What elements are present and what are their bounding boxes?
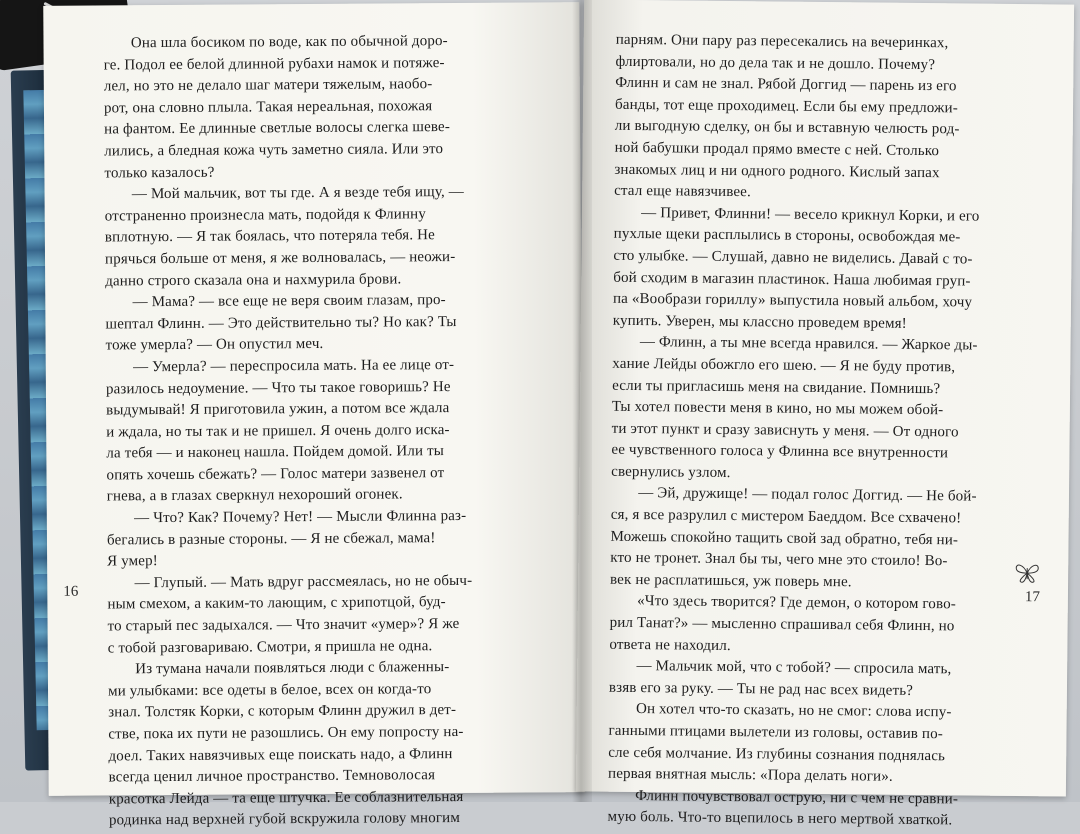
text-line: сле себя молчание. Из глубины сознания поднялась: [608, 742, 1040, 768]
text-line: то старый пес задыхался. — Что значит «умер»? Я же: [108, 613, 538, 638]
text-line: флиртовали, но до дела так и не дошло. Почему?: [615, 51, 1047, 77]
text-line: банды, тот еще проходимец. Если бы ему предложи-: [615, 95, 1047, 121]
text-line: Флинн почувствовал острую, ни с чем не сравни-: [608, 786, 1040, 812]
text-line: ся, я все разрулил с мистером Баеддом. Все схвачено!: [611, 505, 1043, 531]
left-page: [43, 2, 585, 796]
text-line: и ждала, но ты так и не пришел. Я очень долго иска-: [106, 419, 536, 444]
text-line: кто не тронет. Знал бы ты, чего мне это стоило! Во-: [610, 548, 1042, 574]
text-line: бой сходим в магазин пластинок. Наша любимая груп-: [613, 267, 1045, 293]
text-line: — Привет, Флинни! — весело крикнул Корки, и его: [614, 203, 1046, 229]
text-line: ла тебя — и наконец нашла. Пойдем домой. Или ты: [106, 441, 536, 466]
butterfly-icon: [1014, 562, 1040, 584]
text-line: ми улыбками: все одеты в белое, всех он когда-то: [108, 678, 538, 703]
text-line: рот, она словно плыла. Такая нереальная, похожая: [104, 95, 534, 120]
text-line: доел. Таких навязчивых еще поискать надо, а Флинн: [108, 743, 538, 768]
left-page-text: [103, 30, 539, 832]
text-line: красотка Лейда — та еще штучка. Ее соблазнительная: [109, 786, 539, 811]
text-line: прячься больше от меня, я же волновалась, — неожи-: [105, 246, 535, 271]
text-line: шептал Флинн. — Это действительно ты? Но как? Ты: [105, 311, 535, 336]
text-line: рил Танат?» — мысленно спрашивал себя Флинн, но: [610, 613, 1042, 639]
text-line: Я умер!: [107, 549, 537, 574]
text-line: — Мой мальчик, вот ты где. А я везде тебя ищу, —: [104, 182, 534, 207]
right-page: [576, 0, 1074, 797]
left-page-number: 16: [63, 584, 78, 601]
text-line: сто улыбке. — Слушай, давно не виделись. Давай с то-: [613, 246, 1045, 272]
text-line: ее чувственного голоса у Флинна все внутренности: [611, 440, 1043, 466]
text-line: Она шла босиком по воде, как по обычной доро-: [103, 30, 533, 55]
text-line: ным смехом, а каким-то лающим, с хрипотцой, буд-: [107, 592, 537, 617]
text-line: — Глупый. — Мать вдруг рассмеялась, но не обыч-: [107, 570, 537, 595]
text-line: стал еще навязчивее.: [614, 181, 1046, 207]
text-line: Флинн и сам не знал. Рябой Доггид — парень из его: [615, 73, 1047, 99]
text-line: тоже умерла? — Он опустил меч.: [106, 333, 536, 358]
text-line: — Мама? — все еще не веря своим глазам, про-: [105, 290, 535, 315]
text-line: хание Лейды обожгло его шею. — Я не буду против,: [612, 354, 1044, 380]
text-line: купить. Уверен, мы классно проведем время!: [613, 310, 1045, 336]
text-line: разилось недоумение. — Что ты такое говоришь? Не: [106, 376, 536, 401]
text-line: Можешь спокойно тащить свой зад обратно, тебя ни-: [610, 526, 1042, 552]
text-line: ганными птицами вылетели из головы, оставив по-: [608, 721, 1040, 747]
text-line: на фантом. Ее длинные светлые волосы слегка шеве-: [104, 117, 534, 142]
text-line: взяв его за руку. — Ты не рад нас всех видеть?: [609, 678, 1041, 704]
text-line: Ты хотел повести меня в кино, но мы можем обой-: [612, 397, 1044, 423]
text-line: — Эй, дружище! — подал голос Доггид. — Не бой-: [611, 483, 1043, 509]
text-line: — Что? Как? Почему? Нет! — Мысли Флинна раз-: [107, 506, 537, 531]
text-line: Он хотел что-то сказать, но не смог: слова испу-: [609, 699, 1041, 725]
text-line: знакомых лиц и ни одного родного. Кислый запах: [614, 159, 1046, 185]
book-gutter: [572, 0, 592, 802]
text-line: век не расплатишься, уж поверь мне.: [610, 570, 1042, 596]
text-line: парням. Они пару раз пересекались на вечеринках,: [616, 30, 1048, 56]
text-line: данно строго сказала она и нахмурила брови.: [105, 268, 535, 293]
text-line: первая внятная мысль: «Пора делать ноги».: [608, 764, 1040, 790]
text-line: ге. Подол ее белой длинной рубахи намок и потяже-: [104, 52, 534, 77]
text-line: ответа не находил.: [609, 634, 1041, 660]
text-line: опять хочешь сбежать? — Голос матери зазвенел от: [106, 462, 536, 487]
text-line: отстраненно произнесла мать, подойдя к Флинну: [105, 203, 535, 228]
text-line: — Умерла? — переспросила мать. На ее лице от-: [106, 354, 536, 379]
text-line: родинка над верхней губой вскружила голову многим: [109, 808, 539, 833]
text-line: па «Вообрази гориллу» выпустила новый альбом, хочу: [613, 289, 1045, 315]
text-line: знал. Толстяк Корки, с которым Флинн дружил в дет-: [108, 700, 538, 725]
text-line: лились, а бледная кожа чуть заметно сияла. Или это: [104, 138, 534, 163]
text-line: только казалось?: [104, 160, 534, 185]
text-line: Из тумана начали появляться люди с блаженны-: [108, 657, 538, 682]
text-line: — Флинн, а ты мне всегда нравился. — Жаркое ды-: [612, 332, 1044, 358]
text-line: стве, пока их пути не разошлись. Он ему попросту на-: [108, 721, 538, 746]
text-line: мую боль. Что-то вцепилось в него мертвой хваткой.: [607, 807, 1039, 833]
text-line: гнева, а в глазах сверкнул нехороший огонек.: [107, 484, 537, 509]
text-line: выдумывай! Я приготовила ужин, а потом все ждала: [106, 398, 536, 423]
text-line: ли выгодную сделку, он бы и вставную челюсть род-: [615, 116, 1047, 142]
right-page-number: 17: [1025, 589, 1040, 606]
text-line: бегались в разные стороны. — Я не сбежал, мама!: [107, 527, 537, 552]
text-line: лел, но это не делало шаг матери тяжелым, наобо-: [104, 74, 534, 99]
text-line: вплотную. — Я так боялась, что потеряла тебя. Не: [105, 225, 535, 250]
text-line: ной бабушки продал прямо вместе с ней. Столько: [614, 138, 1046, 164]
text-line: свернулись узлом.: [611, 462, 1043, 488]
text-line: если ты пригласишь меня на свидание. Помнишь?: [612, 375, 1044, 401]
text-line: пухлые щеки расплылись в стороны, освобождая ме-: [614, 224, 1046, 250]
text-line: — Мальчик мой, что с тобой? — спросила мать,: [609, 656, 1041, 682]
text-line: с тобой разговариваю. Смотри, я пришла не одна.: [108, 635, 538, 660]
text-line: «Что здесь творится? Где демон, о котором гово-: [610, 591, 1042, 617]
text-line: ти этот пункт и сразу зависнуть у меня. — От одного: [612, 418, 1044, 444]
text-line: всегда ценил личное пространство. Темноволосая: [109, 765, 539, 790]
right-page-text: [607, 30, 1047, 833]
